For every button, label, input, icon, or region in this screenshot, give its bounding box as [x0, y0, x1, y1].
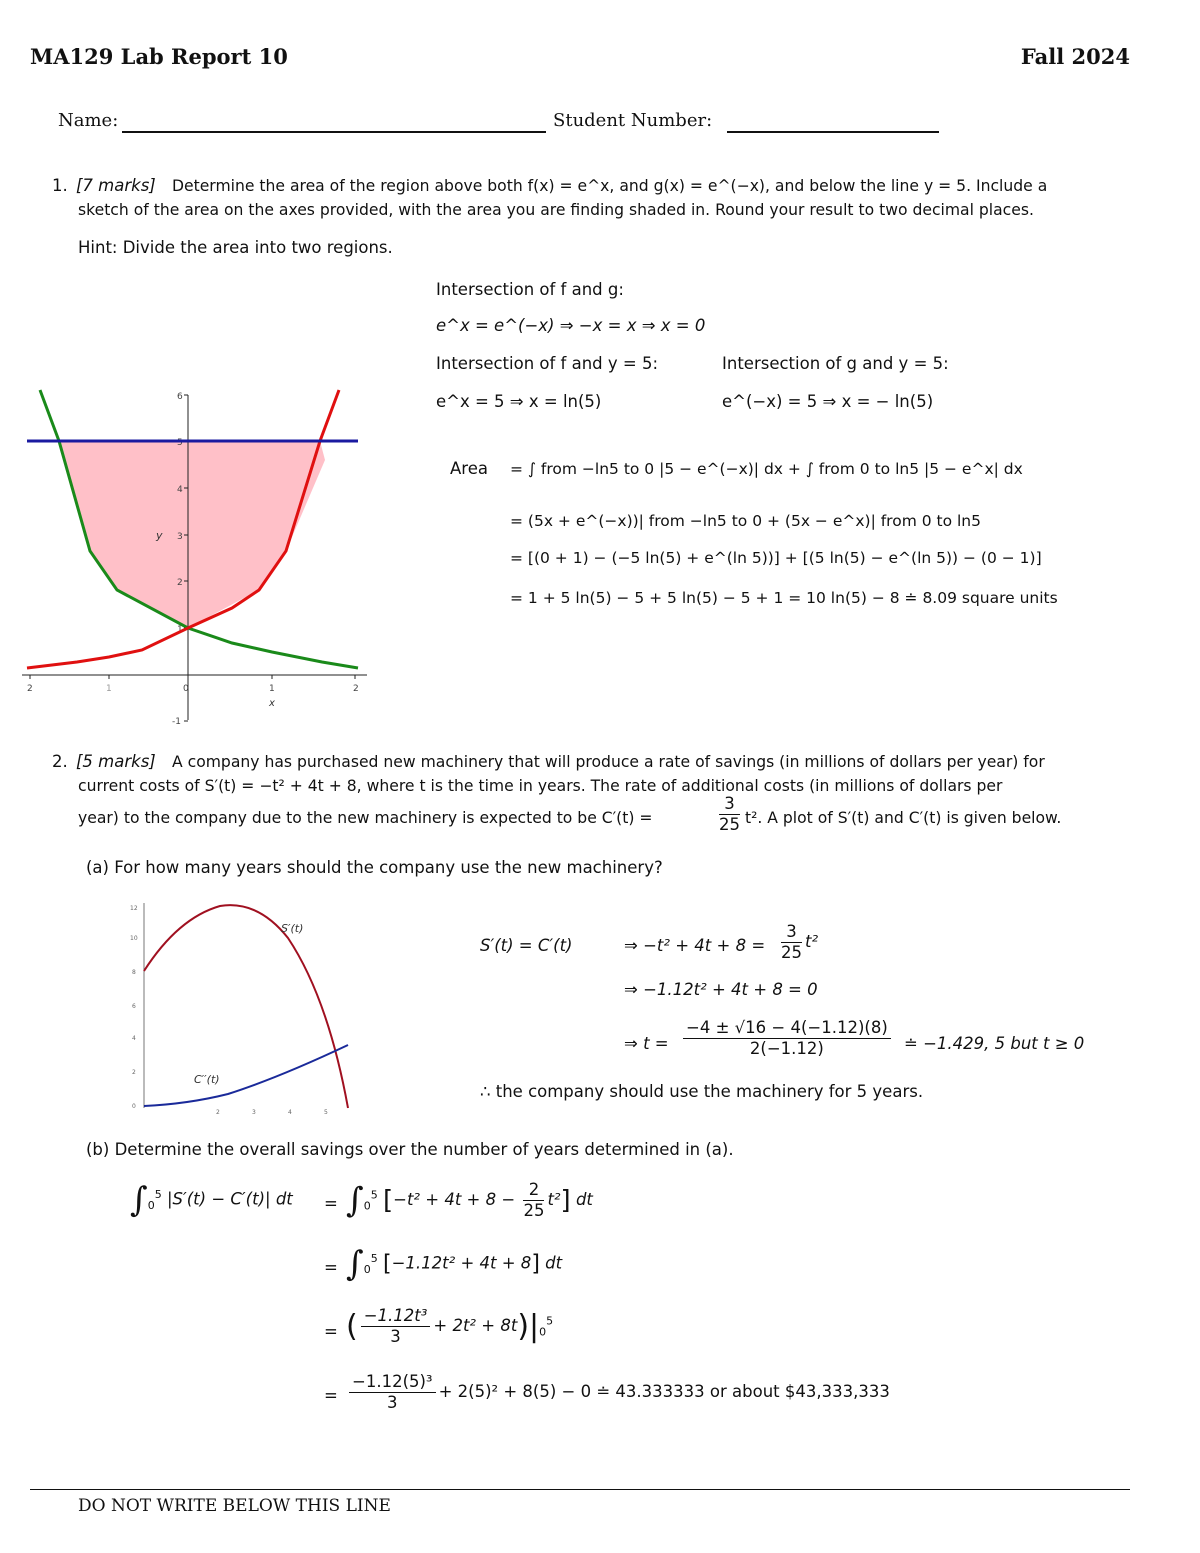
q1-xtick-neg1: 1: [106, 684, 112, 694]
q2a-frac-den: 25: [781, 943, 802, 962]
q1-ylabel: y: [156, 529, 163, 542]
q2a-l3-left: ⇒ t =: [624, 1034, 669, 1053]
q2-curve-c: [144, 1045, 348, 1106]
q2b-eq2: =: [324, 1258, 338, 1277]
q2-number: 2.: [52, 752, 68, 771]
q1-shaded-area: [59, 441, 325, 628]
term-label: Fall 2024: [1020, 44, 1130, 69]
q2b-l1-lhs: $\int_0^5$ |S′(t) − C′(t)| dt: [130, 1180, 293, 1220]
q2-ytick-12: 12: [130, 905, 138, 912]
name-label: Name:: [58, 110, 119, 131]
q1-hint: Hint: Divide the area into two regions.: [78, 238, 393, 257]
footer-divider: [30, 1489, 1130, 1490]
q2-frac-num: 3: [719, 794, 740, 815]
q2-text-line1: A company has purchased new machinery that will produce a rate of savings (in millions of dollars per year) for: [172, 753, 1045, 771]
q2b-l2: $\int_0^5$ [−1.12t² + 4t + 8] dt: [346, 1244, 563, 1284]
q2b-l1-rhs: $\int_0^5$ [−t² + 4t + 8 − $\frac{2}{25}$ t²] dt: [346, 1180, 593, 1221]
q2a-l3-frac: [680, 1018, 894, 1059]
q2-ytick-8: 8: [132, 969, 136, 976]
q1-ytick-6: 6: [177, 392, 183, 402]
q1-area-line3: = [(0 + 1) − (−5 ln(5) + e^(ln 5))] + [(5 ln(5) − e^(ln 5)) − (0 − 1)]: [510, 549, 1042, 567]
q2-xtick-4: 4: [288, 1109, 292, 1116]
q2-fraction: [716, 794, 743, 835]
q2b-eq1: =: [324, 1194, 338, 1213]
q1-int-gy-eq: e^(−x) = 5 ⇒ x = − ln(5): [722, 392, 934, 411]
q2-text-line2: current costs of S′(t) = −t² + 4t + 8, where t is the time in years. The rate of additional costs (in millions of dollars per: [78, 777, 1003, 795]
q2-part-a: (a) For how many years should the company use the new machinery?: [86, 858, 663, 877]
q2-text-line3a: year) to the company due to the new machinery is expected to be C′(t) =: [78, 809, 653, 827]
q1-int-fy-eq: e^x = 5 ⇒ x = ln(5): [436, 392, 602, 411]
q1-area-line1: = ∫ from −ln5 to 0 |5 − e^(−x)| dx + ∫ from 0 to ln5 |5 − e^x| dx: [510, 460, 1023, 478]
q1-area-line4: = 1 + 5 ln(5) − 5 + 5 ln(5) − 5 + 1 = 10 ln(5) − 8 ≐ 8.09 square units: [510, 589, 1058, 607]
q2a-l1-left: S′(t) = C′(t): [480, 936, 573, 955]
q2-text-line3b: t². A plot of S′(t) and C′(t) is given below.: [745, 809, 1062, 827]
q1-xtick-neg2: 2: [27, 684, 33, 694]
q2-label-c: C′′(t): [194, 1073, 220, 1086]
q1-marks: [7 marks]: [76, 176, 156, 195]
q2b-l3: ( $\frac{\text{−1.12t³}}{3}$ + $2t^2 + 8t)|_0^5$: [346, 1306, 554, 1346]
q2a-l1-frac: $\frac{3}{25}$ t²: [781, 922, 819, 962]
q1-number: 1.: [52, 176, 68, 195]
q2-frac-den: 25: [719, 815, 740, 834]
q1-text-line2: sketch of the area on the axes provided, with the area you are finding shaded in. Round your result to two decimal places.: [78, 201, 1034, 219]
q2-ytick-0: 0: [132, 1103, 136, 1110]
q1-ytick-3: 3: [177, 532, 183, 542]
q1-ytick-4: 4: [177, 485, 183, 495]
q2-xtick-3: 3: [252, 1109, 256, 1116]
q2-part-b: (b) Determine the overall savings over the number of years determined in (a).: [86, 1140, 734, 1159]
q2-xtick-5: 5: [324, 1109, 328, 1116]
q2b-l4: $\frac{\text{−1.12(5)³}}{3}$ + 2(5)² + 8(5) − 0 ≐ 43.333333 or about $43,333,333: [346, 1372, 890, 1413]
q1-area-label: Area: [450, 459, 488, 478]
q1-xtick-0: 0: [183, 684, 189, 694]
q1-text-line1: Determine the area of the region above both f(x) = e^x, and g(x) = e^(−x), and below the line y = 5. Include a: [172, 177, 1048, 195]
q1-int-gy-label: Intersection of g and y = 5:: [722, 354, 949, 373]
q2-ytick-6: 6: [132, 1003, 136, 1010]
q2a-l2: ⇒ −1.12t² + 4t + 8 = 0: [624, 980, 818, 999]
q1-xlabel: x: [269, 698, 275, 709]
student-number-label: Student Number:: [553, 110, 713, 131]
q2-curve-s: [144, 905, 348, 1108]
q2b-eq4: =: [324, 1386, 338, 1405]
q2-marks: [5 marks]: [76, 752, 156, 771]
q1-int-fg-label: Intersection of f and g:: [436, 280, 624, 299]
q1-ytick-2: 2: [177, 578, 183, 588]
q1-ytick-1: 1: [177, 625, 183, 635]
footer-notice: DO NOT WRITE BELOW THIS LINE: [78, 1496, 391, 1516]
q1-xtick-1: 1: [269, 684, 275, 694]
q2-xtick-2: 2: [216, 1109, 220, 1116]
q1-xtick-2: 2: [353, 684, 359, 694]
q2a-l3-num: −4 ± √16 − 4(−1.12)(8): [683, 1018, 891, 1039]
q1-ytick-5: 5: [177, 438, 183, 448]
q2-ytick-10: 10: [130, 935, 138, 942]
q2-ytick-4: 4: [132, 1035, 136, 1042]
q2-graph: [128, 898, 363, 1126]
q2a-conclusion: ∴ the company should use the machinery for 5 years.: [480, 1082, 924, 1101]
q1-graph: [22, 385, 367, 725]
q2-label-s: S′(t): [281, 922, 304, 935]
q2-ytick-2: 2: [132, 1069, 136, 1076]
course-title: MA129 Lab Report 10: [30, 44, 288, 69]
q2a-l1-right: ⇒ −t² + 4t + 8 =: [624, 936, 766, 955]
q2a-l3-den: 2(−1.12): [749, 1039, 824, 1058]
q1-area-line2: = (5x + e^(−x))| from −ln5 to 0 + (5x − e^x)| from 0 to ln5: [510, 512, 981, 530]
name-field-line[interactable]: [122, 131, 546, 133]
q2a-l3-right: ≐ −1.429, 5 but t ≥ 0: [904, 1034, 1085, 1053]
q1-int-fg-eq: e^x = e^(−x) ⇒ −x = x ⇒ x = 0: [436, 316, 706, 335]
student-number-field-line[interactable]: [727, 131, 939, 133]
q2b-eq3: =: [324, 1322, 338, 1341]
q2a-frac-num: 3: [781, 922, 802, 943]
q1-int-fy-label: Intersection of f and y = 5:: [436, 354, 659, 373]
q1-ytick-neg1: -1: [172, 717, 181, 725]
